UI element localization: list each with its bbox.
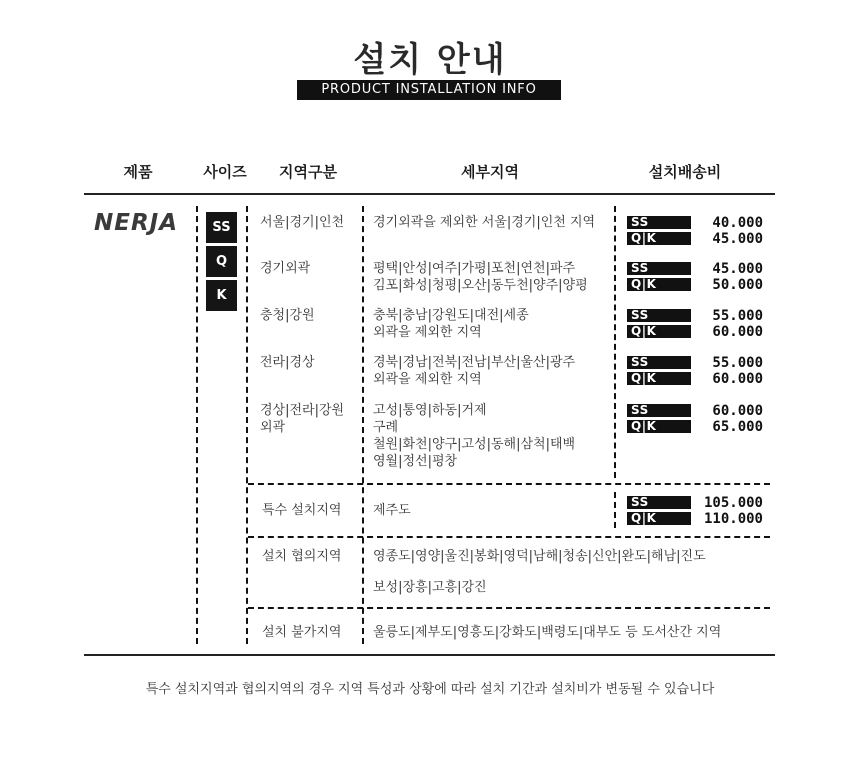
detail-line: 보성|장흥|고흥|강진 (373, 580, 487, 595)
detail-line: 외곽을 제외한 지역 (373, 325, 482, 340)
tier-badge-qk: Q|K (627, 232, 691, 245)
header-fee: 설치배송비 (648, 163, 722, 181)
tier-badge-qk: Q|K (627, 420, 691, 433)
region-label: 전라|경상 (260, 355, 315, 370)
region-label-negotiation: 설치 협의지역 (262, 549, 342, 564)
header-detail: 세부지역 (461, 163, 519, 181)
divider-row-negotiation (248, 536, 770, 538)
header-region: 지역구분 (279, 163, 337, 181)
tier-badge-ss: SS (627, 496, 691, 509)
tier-badge-qk: Q|K (627, 512, 691, 525)
divider-detail-special (614, 492, 616, 528)
tier-badge-ss: SS (627, 309, 691, 322)
region-label-special: 특수 설치지역 (262, 503, 342, 518)
detail-special: 제주도 (373, 503, 411, 518)
detail-line: 구례 (373, 420, 399, 435)
detail-line: 평택|안성|여주|가평|포천|연천|파주 (373, 261, 576, 276)
tier-badge-qk: Q|K (627, 325, 691, 338)
region-label: 경상|전라|강원 (260, 403, 345, 418)
detail-line: 외곽을 제외한 지역 (373, 372, 482, 387)
price-qk: 60.000 (712, 371, 763, 387)
detail-line: 경북|경남|전북|전남|부산|울산|광주 (373, 355, 576, 370)
detail-line: 철원|화천|양구|고성|동해|삼척|태백 (373, 437, 576, 452)
size-badge-ss: SS (206, 212, 237, 243)
product-name: NERJA (94, 210, 179, 236)
divider-region (362, 206, 364, 644)
price-ss: 55.000 (712, 308, 763, 324)
table-bottom-rule (84, 654, 775, 656)
detail-line: 영종도|영양|울진|봉화|영덕|남해|청송|신안|완도|해남|진도 (373, 549, 706, 564)
price-ss: 45.000 (712, 261, 763, 277)
price-ss: 55.000 (712, 355, 763, 371)
size-badge-k: K (206, 280, 237, 311)
divider-product (196, 206, 198, 644)
price-qk: 45.000 (712, 231, 763, 247)
detail-line: 경기외곽을 제외한 서울|경기|인천 지역 (373, 215, 596, 230)
page-title: 설치 안내 (353, 40, 507, 80)
tier-badge-ss: SS (627, 404, 691, 417)
price-qk: 60.000 (712, 324, 763, 340)
tier-badge-ss: SS (627, 356, 691, 369)
footer-note: 특수 설치지역과 협의지역의 경우 지역 특성과 상황에 따라 설치 기간과 설치비가 변동될 수 있습니다 (145, 682, 715, 697)
detail-line: 영월|정선|평창 (373, 454, 458, 469)
size-badge-q: Q (206, 246, 237, 277)
detail-line: 고성|통영|하동|거제 (373, 403, 487, 418)
price-ss: 105.000 (703, 495, 763, 511)
detail-line: 충북|충남|강원도|대전|세종 (373, 308, 529, 323)
price-qk: 50.000 (712, 277, 763, 293)
tier-badge-qk: Q|K (627, 372, 691, 385)
divider-size (246, 206, 248, 644)
detail-impossible: 울릉도|제부도|영흥도|강화도|백령도|대부도 등 도서산간 지역 (373, 625, 722, 640)
divider-detail-main (614, 206, 616, 478)
divider-row-special (248, 483, 770, 485)
tier-badge-ss: SS (627, 216, 691, 229)
page-subtitle: PRODUCT INSTALLATION INFO (297, 80, 561, 100)
table-top-rule (84, 193, 775, 195)
price-ss: 40.000 (712, 215, 763, 231)
header-product: 제품 (123, 163, 153, 181)
tier-badge-ss: SS (627, 262, 691, 275)
region-label: 서울|경기|인천 (260, 215, 345, 230)
region-label-impossible: 설치 불가지역 (262, 625, 342, 640)
price-ss: 60.000 (712, 403, 763, 419)
header-size: 사이즈 (203, 163, 247, 181)
price-qk: 65.000 (712, 419, 763, 435)
region-label: 충청|강원 (260, 308, 315, 323)
price-qk: 110.000 (703, 511, 763, 527)
detail-line: 김포|화성|청평|오산|동두천|양주|양평 (373, 278, 588, 293)
tier-badge-qk: Q|K (627, 278, 691, 291)
region-label: 외곽 (260, 420, 286, 435)
region-label: 경기외곽 (260, 261, 311, 276)
divider-row-impossible (248, 607, 770, 609)
